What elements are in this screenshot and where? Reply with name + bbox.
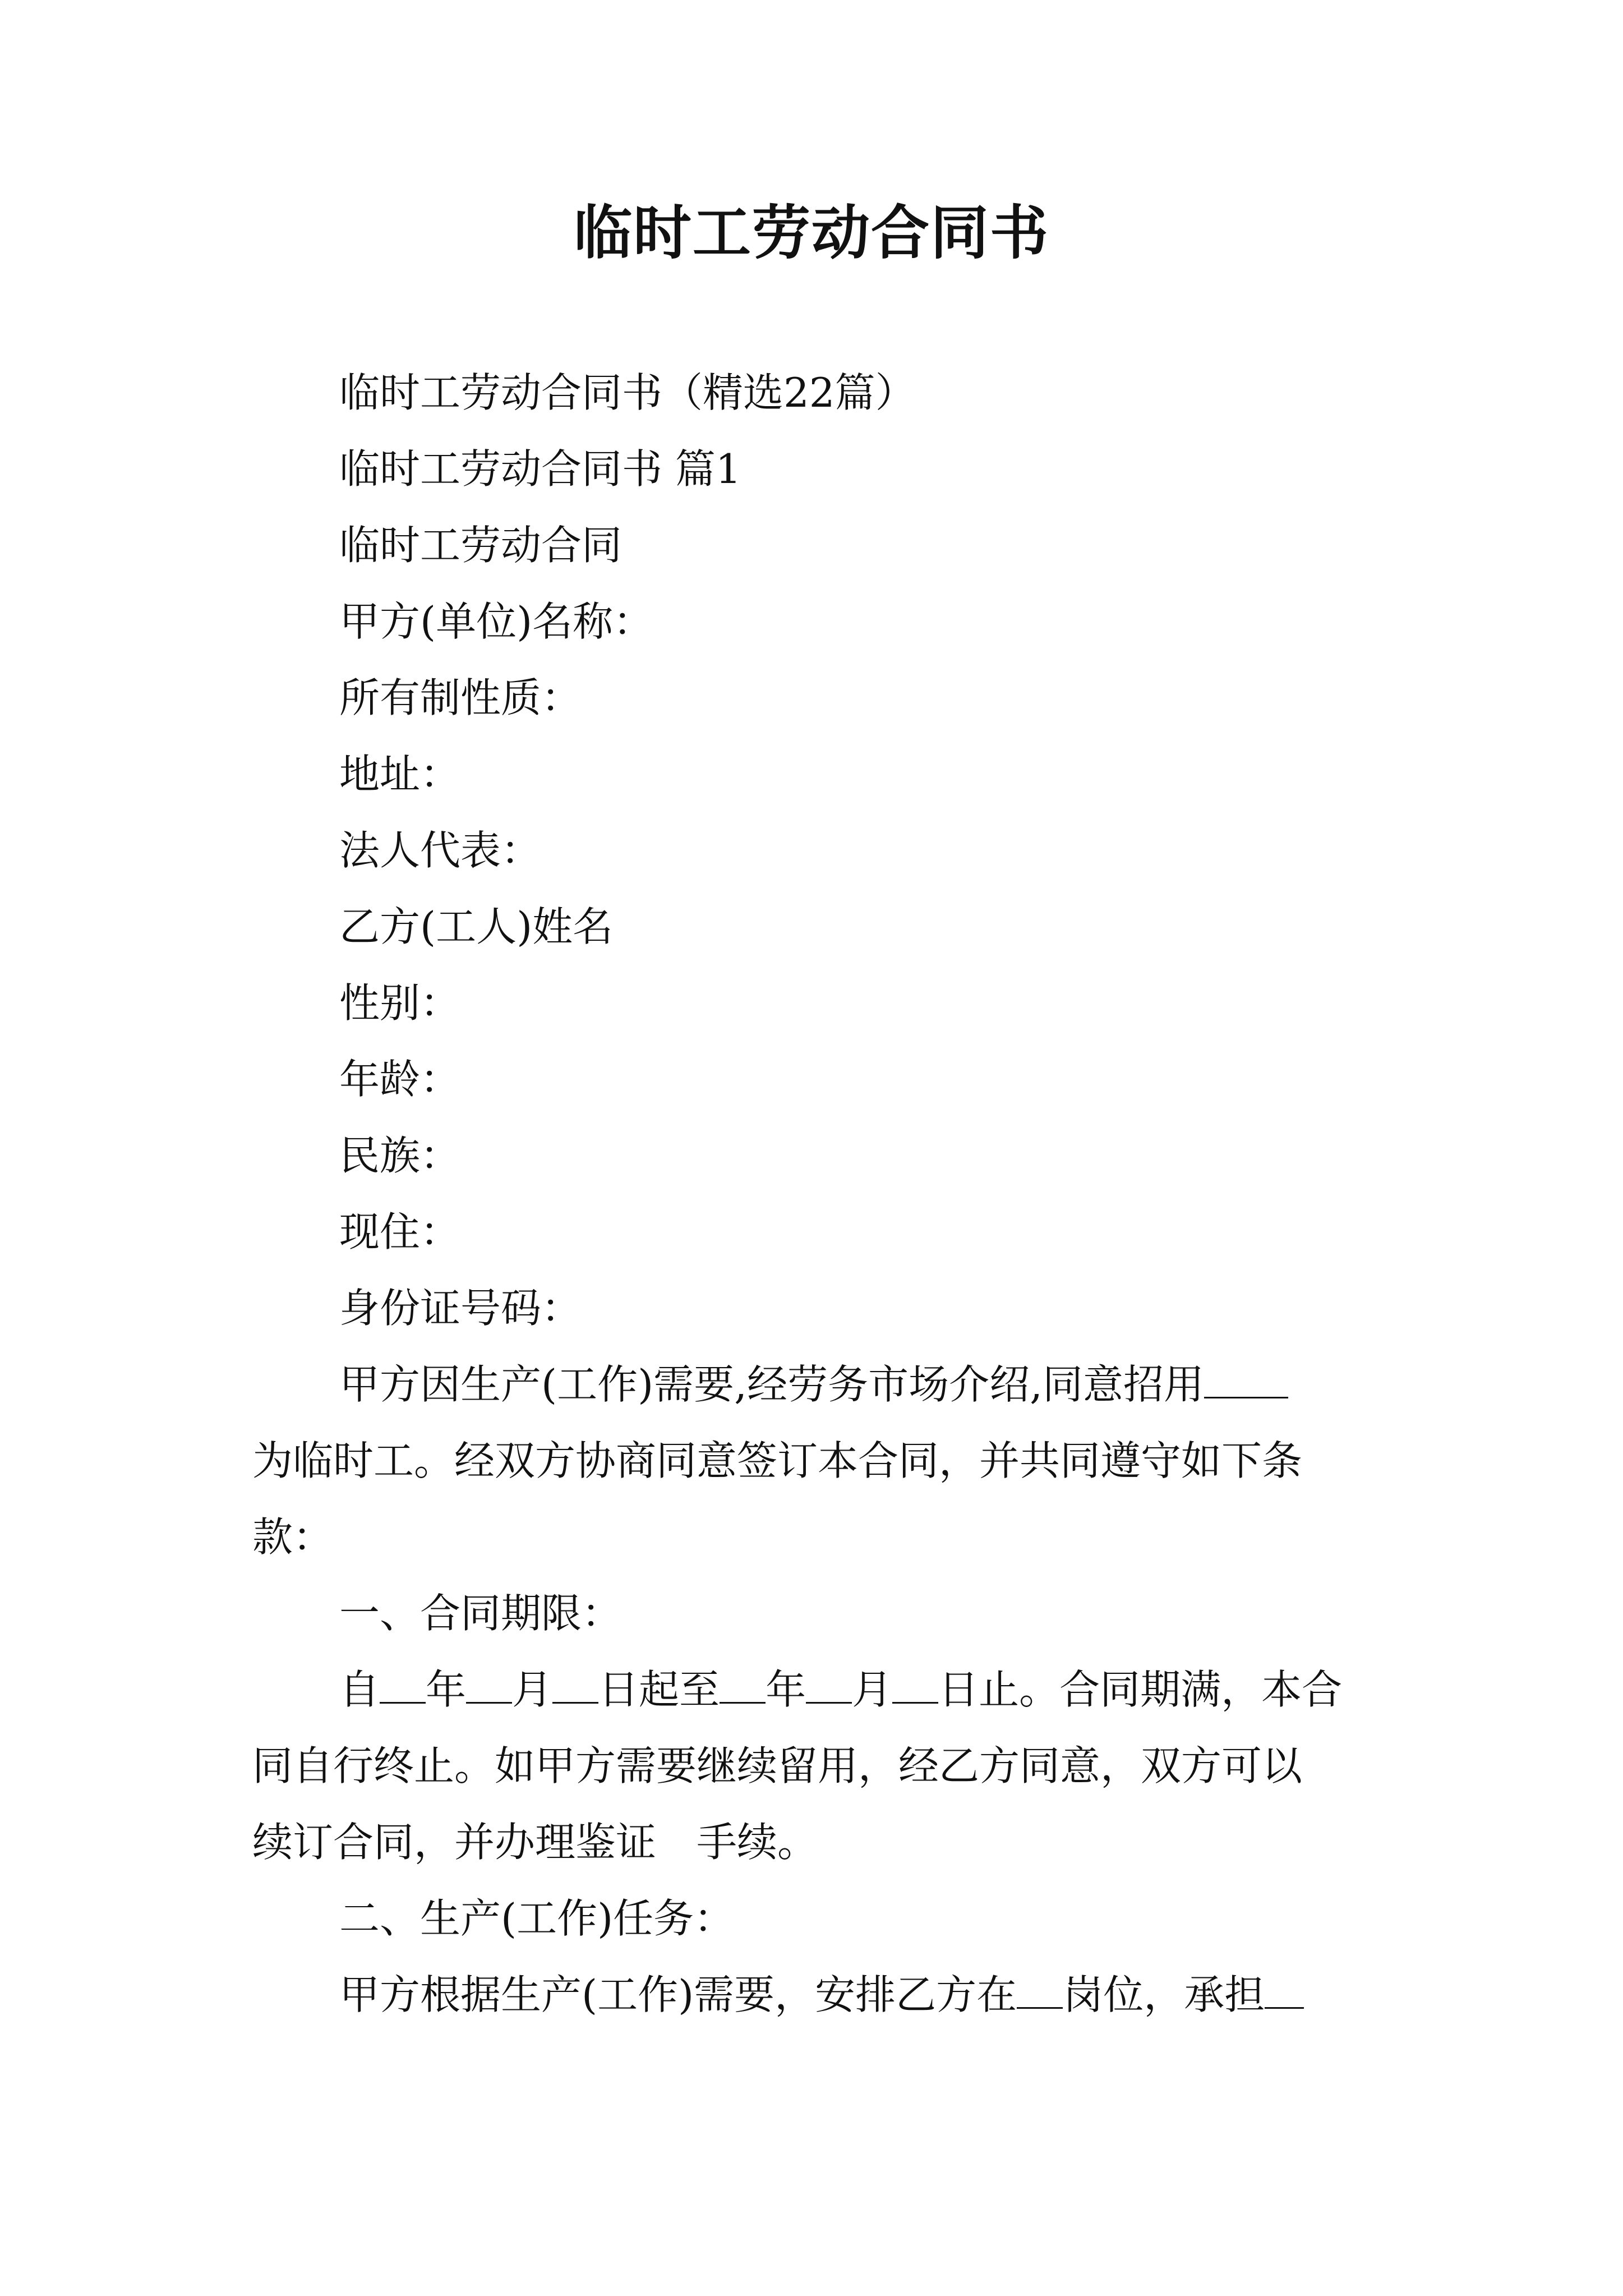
text-segment: 年 <box>766 1666 806 1713</box>
field-address: 地址： <box>339 751 461 798</box>
document-subtitle: 临时工劳动合同书（精选22篇） <box>339 369 916 416</box>
field-party-a-name: 甲方(单位)名称： <box>339 598 654 645</box>
field-ethnicity: 民族： <box>339 1132 461 1179</box>
clause-1-line-2: 同自行终止。如甲方需要继续留用，经乙方同意，双方可以 <box>252 1742 1303 1789</box>
blank-underline <box>806 1663 852 1704</box>
blank-underline <box>552 1663 598 1704</box>
text-segment: 年 <box>426 1666 467 1713</box>
intro-text: 甲方因生产(工作)需要,经劳务市场介绍,同意招用 <box>339 1361 1204 1408</box>
blank-underline <box>466 1663 512 1704</box>
text-segment: 日起至 <box>598 1666 720 1713</box>
clause-1-line-3: 续订合同，并办理鉴证 手续。 <box>252 1819 818 1866</box>
field-age: 年龄： <box>339 1056 461 1103</box>
blank-underline <box>1204 1358 1288 1398</box>
document-title: 临时工劳动合同书 <box>573 199 1049 267</box>
section-heading: 临时工劳动合同书 篇1 <box>339 445 741 493</box>
text-segment: 月 <box>512 1666 553 1713</box>
text-segment: 月 <box>852 1666 893 1713</box>
field-id-number: 身份证号码： <box>339 1285 582 1332</box>
blank-underline <box>1265 1968 1304 2009</box>
field-party-b-name: 乙方(工人)姓名 <box>339 903 614 950</box>
text-segment: 甲方根据生产(工作)需要，安排乙方在 <box>339 1971 1017 2018</box>
clause-1-line-1 <box>339 1662 1342 1718</box>
intro-line-1 <box>339 1356 1288 1412</box>
field-gender: 性别： <box>339 979 461 1027</box>
contract-name: 临时工劳动合同 <box>339 522 623 569</box>
text-segment: 岗位，承担 <box>1063 1971 1265 2018</box>
blank-underline <box>1017 1968 1063 2009</box>
field-legal-rep: 法人代表： <box>339 827 542 874</box>
intro-line-2: 为临时工。经双方协商同意签订本合同，并共同遵守如下条 <box>252 1437 1303 1484</box>
blank-underline <box>892 1663 938 1704</box>
text-segment: 日止。合同期满，本合 <box>938 1666 1343 1713</box>
clause-1-heading: 一、合同期限： <box>339 1590 623 1637</box>
clause-2-heading: 二、生产(工作)任务： <box>339 1895 735 1942</box>
blank-underline <box>720 1663 766 1704</box>
field-ownership: 所有制性质： <box>339 674 582 721</box>
field-residence: 现住： <box>339 1208 461 1255</box>
clause-2-line-1 <box>339 1967 1304 2023</box>
blank-underline <box>380 1663 426 1704</box>
text-segment: 自 <box>339 1666 380 1713</box>
intro-line-3: 款： <box>252 1513 334 1561</box>
